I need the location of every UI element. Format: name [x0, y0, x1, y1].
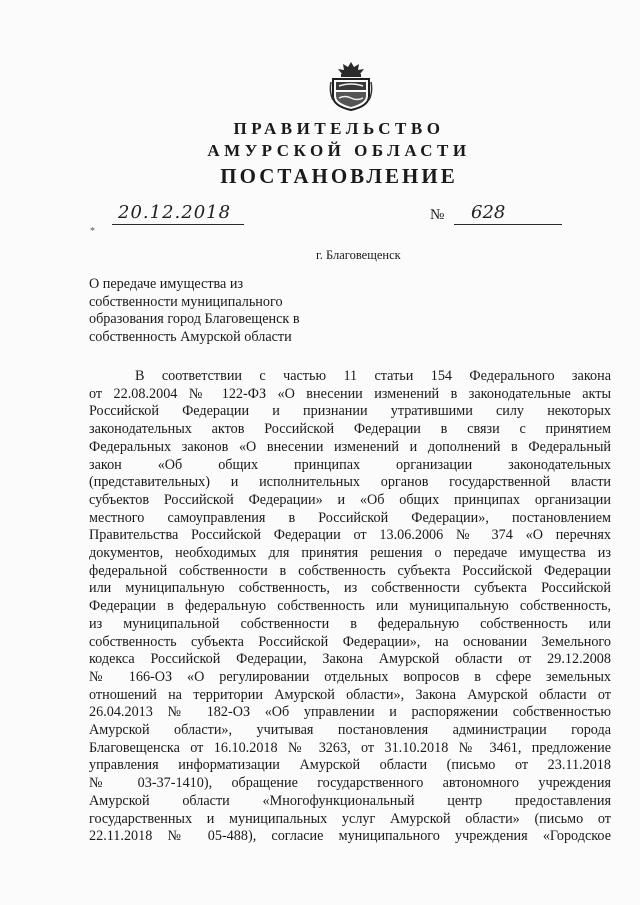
body-line: от 22.08.2004 № 122-ФЗ «О внесении изменений в законодательные акты — [89, 385, 611, 402]
body-line: федеральной собственности в собственность субъекта Российской Федерации — [89, 562, 611, 579]
document-type-title: ПОСТАНОВЛЕНИЕ — [220, 164, 458, 188]
coat-of-arms-icon — [329, 60, 373, 112]
body-line: В соответствии с частью 11 статьи 154 Федерального закона — [135, 368, 611, 384]
city-name: г. Благовещенск — [316, 248, 401, 262]
body-line: документов, необходимых для принятия решения о передаче имущества из — [89, 545, 611, 562]
body-line: государственных и муниципальных услуг Амурской области» (письмо от — [89, 810, 611, 827]
handwritten-number: 628 — [471, 202, 506, 223]
subject-line: О передаче имущества из — [89, 276, 244, 292]
body-line: Благовещенска от 16.10.2018 № 3263, от 31.10.2018 № 3461, предложение — [89, 739, 611, 756]
body-line: управления информатизации Амурской области (письмо от 23.11.2018 — [89, 757, 611, 774]
document-body — [89, 368, 611, 846]
government-region: АМУРСКОЙ ОБЛАСТИ — [207, 141, 471, 160]
body-line: Амурской области «Многофункциональный центр предоставления — [89, 792, 611, 809]
body-line: отношений на территории Амурской области», Закона Амурской области от — [89, 686, 611, 703]
body-line: Правительства Российской Федерации от 13.06.2006 № 374 «О перечнях — [89, 527, 611, 544]
body-line: закон «Об общих принципах организации законодательных — [89, 456, 611, 473]
subject-line: образования город Благовещенск в — [89, 311, 300, 327]
body-line: или муниципальную собственность, из собственности субъекта Российской — [89, 580, 611, 597]
body-line: (представительных) и исполнительных органов государственной власти — [89, 474, 611, 491]
body-line: кодекса Российской Федерации, Закона Амурской области от 29.12.2008 — [89, 651, 611, 668]
government-title: ПРАВИТЕЛЬСТВО — [233, 119, 445, 138]
body-line: № 03-37-1410), обращение государственного автономного учреждения — [89, 775, 611, 792]
subject-line: собственность Амурской области — [89, 328, 292, 345]
handwritten-date: 20.12.2018 — [118, 202, 232, 223]
body-line: 26.04.2013 № 182-ОЗ «Об управлении и распоряжении собственностью — [89, 704, 611, 721]
body-line: Российской Федерации и признании утратившими силу некоторых — [89, 403, 611, 420]
date-underline — [112, 224, 244, 225]
number-sign: № — [430, 207, 445, 223]
body-line: субъектов Российской Федерации» и «Об общих принципах организации — [89, 491, 611, 508]
body-line: местного самоуправления в Российской Федерации», постановлением — [89, 509, 611, 526]
document-subject — [89, 276, 329, 346]
body-line: № 166-ОЗ «О регулировании отдельных вопросов в сфере земельных — [89, 668, 611, 685]
number-underline — [454, 224, 562, 225]
stray-mark: * — [90, 226, 95, 237]
body-line: Амурской области», учитывая постановления администрации города — [89, 722, 611, 739]
body-line: 22.11.2018 № 05-488), согласие муниципального учреждения «Городское — [89, 828, 611, 845]
body-line: законодательных актов Российской Федерации в связи с принятием — [89, 421, 611, 438]
body-line: собственность субъекта Российской Федерации», на основании Земельного — [89, 633, 611, 650]
body-line: Федеральных законов «О внесении изменений и дополнений в Федеральный — [89, 438, 611, 455]
subject-line: собственности муниципального — [89, 293, 283, 310]
body-line: из муниципальной собственности в федеральную собственность или — [89, 615, 611, 632]
body-line: Федерации в федеральную собственность или муниципальную собственность, — [89, 598, 611, 615]
